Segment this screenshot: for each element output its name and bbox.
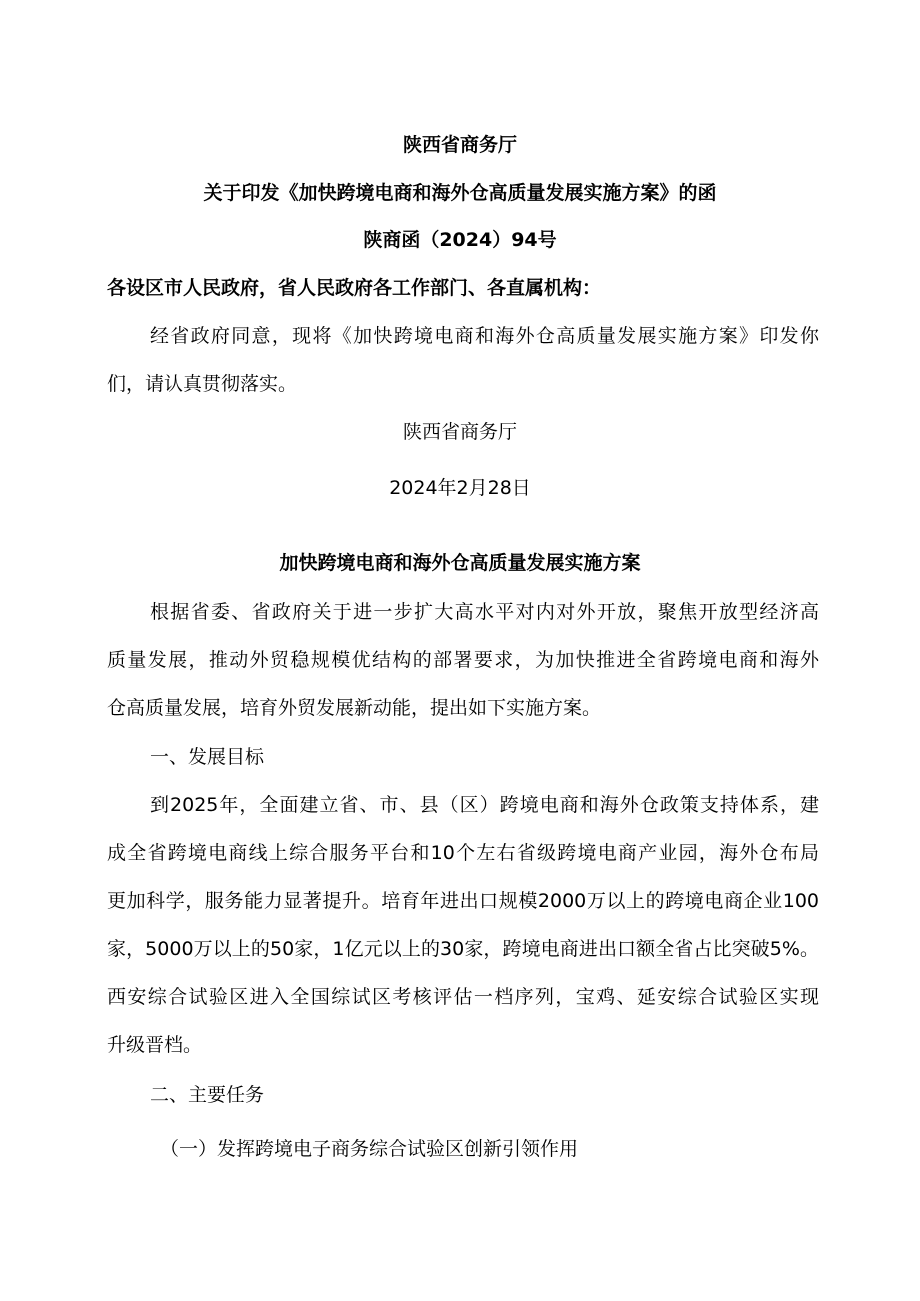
goal-line-5: 西安综合试验区进入全国综试区考核评估一档序列，宝鸡、延安综合试验区实现	[107, 986, 819, 1008]
intro-line-1: 根据省委、省政府关于进一步扩大高水平对内对外开放，聚焦开放型经济高	[150, 601, 819, 623]
addressee: 各设区市人民政府，省人民政府各工作部门、各直属机构：	[107, 277, 602, 299]
document-number: 陕商函（2024）94号	[363, 229, 557, 251]
plan-title: 加快跨境电商和海外仓高质量发展实施方案	[279, 552, 641, 574]
goal-line-6: 升级晋档。	[107, 1034, 203, 1056]
section-1-heading: 一、发展目标	[150, 746, 265, 768]
goal-line-1: 到2025年，全面建立省、市、县（区）跨境电商和海外仓政策支持体系，建	[150, 794, 819, 816]
signature-date: 2024年2月28日	[389, 477, 531, 499]
intro-line-3: 仓高质量发展，培育外贸发展新动能，提出如下实施方案。	[107, 697, 602, 719]
issuer-heading: 陕西省商务厅	[402, 134, 517, 156]
signature: 陕西省商务厅	[402, 421, 517, 443]
goal-line-2: 成全省跨境电商线上综合服务平台和10个左右省级跨境电商产业园，海外仓布局	[107, 842, 819, 864]
letter-body-line-1: 经省政府同意，现将《加快跨境电商和海外仓高质量发展实施方案》印发你	[150, 325, 819, 347]
section-2-heading: 二、主要任务	[150, 1084, 265, 1106]
letter-title: 关于印发《加快跨境电商和海外仓高质量发展实施方案》的函	[203, 182, 717, 204]
letter-body-line-2: 们，请认真贯彻落实。	[107, 373, 298, 395]
intro-line-2: 质量发展，推动外贸稳规模优结构的部署要求，为加快推进全省跨境电商和海外	[107, 649, 819, 671]
goal-line-4: 家，5000万以上的50家，1亿元以上的30家，跨境电商进出口额全省占比突破5%。	[107, 938, 819, 960]
goal-line-3: 更加科学，服务能力显著提升。培育年进出口规模2000万以上的跨境电商企业100	[107, 890, 819, 912]
subsection-1-heading: （一）发挥跨境电子商务综合试验区创新引领作用	[160, 1138, 579, 1160]
